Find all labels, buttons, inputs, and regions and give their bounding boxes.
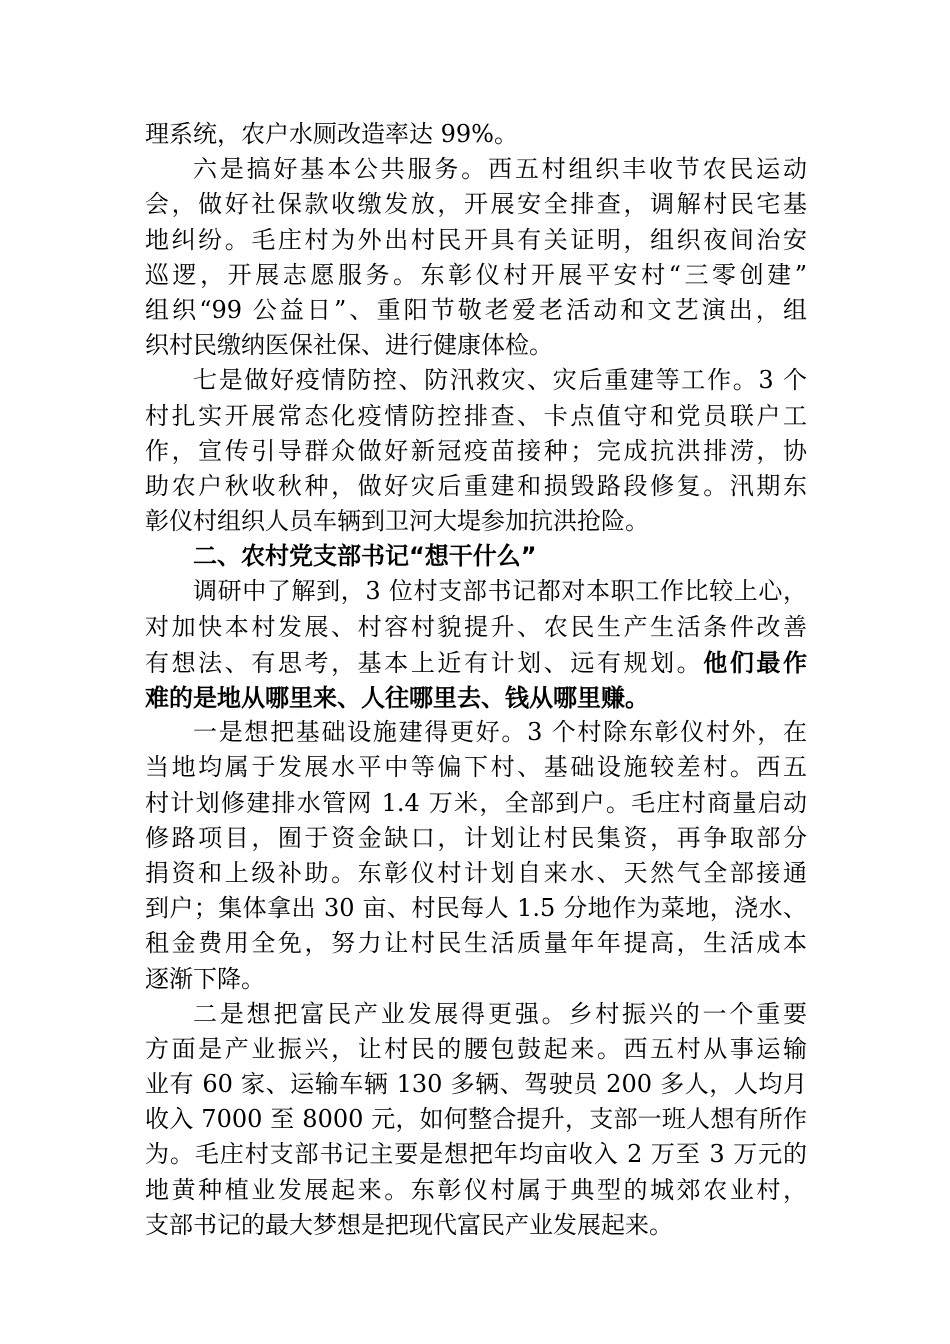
text-line: 助农户秋收秋种，做好灾后重建和损毁路段修复。汛期东	[145, 471, 807, 500]
text-line: 支部书记的最大梦想是把现代富民产业发展起来。	[145, 1210, 673, 1239]
text-line: 当地均属于发展水平中等偏下村、基础设施较差村。西五	[145, 753, 807, 782]
text-line: 业有 60 家、运输车辆 130 多辆、驾驶员 200 多人，人均月	[145, 1070, 807, 1099]
text-line: 修路项目，囿于资金缺口，计划让村民集资，再争取部分	[145, 823, 807, 852]
text-line: 村计划修建排水管网 1.4 万米，全部到户。毛庄村商量启动	[145, 788, 807, 817]
text-line: 彰仪村组织人员车辆到卫河大堤参加抗洪抢险。	[145, 507, 649, 536]
text-line: 二是想把富民产业发展得更强。乡村振兴的一个重要	[193, 999, 807, 1028]
text-line: 七是做好疫情防控、防汛救灾、灾后重建等工作。3 个	[193, 366, 807, 395]
text-line: 一是想把基础设施建得更好。3 个村除东彰仪村外，在	[193, 718, 807, 747]
text-line-mixed	[145, 645, 807, 680]
text-line: 理系统，农户水厕改造率达 99%。	[145, 120, 518, 148]
text-run: 有想法、有思考，基本上近有计划、远有规划。	[145, 648, 704, 677]
text-line: 租金费用全免，努力让村民生活质量年年提高，生活成本	[145, 929, 807, 958]
text-line: 作，宣传引导群众做好新冠疫苗接种；完成抗洪排涝，协	[145, 436, 807, 465]
bold-text-run: 他们最作	[703, 647, 807, 677]
bold-text-line: 难的是地从哪里来、人往哪里去、钱从哪里赚。	[145, 683, 649, 712]
text-line: 六是搞好基本公共服务。西五村组织丰收节农民运动	[193, 155, 807, 184]
text-line: 对加快本村发展、村容村貌提升、农民生产生活条件改善	[145, 612, 807, 641]
text-line: 地黄种植业发展起来。东彰仪村属于典型的城郊农业村，	[145, 1175, 807, 1204]
text-line: 会，做好社保款收缴发放，开展安全排查，调解村民宅基	[145, 190, 807, 219]
text-line: 为。毛庄村支部书记主要是想把年均亩收入 2 万至 3 万元的	[145, 1140, 807, 1169]
text-line: 村扎实开展常态化疫情防控排查、卡点值守和党员联户工	[145, 401, 807, 430]
text-line: 收入 7000 至 8000 元，如何整合提升，支部一班人想有所作	[145, 1105, 807, 1134]
text-line: 织村民缴纳医保社保、进行健康体检。	[145, 331, 553, 360]
section-heading: 二、农村党支部书记“想干什么”	[193, 542, 537, 571]
text-line: 调研中了解到，3 位村支部书记都对本职工作比较上心，	[193, 577, 807, 606]
text-line: 捐资和上级补助。东彰仪村计划自来水、天然气全部接通	[145, 858, 807, 887]
text-line: 地纠纷。毛庄村为外出村民开具有关证明，组织夜间治安	[145, 225, 807, 254]
text-line: 巡逻，开展志愿服务。东彰仪村开展平安村“三零创建”	[145, 260, 807, 289]
text-line: 到户；集体拿出 30 亩、村民每人 1.5 分地作为菜地，浇水、	[145, 894, 807, 923]
text-line: 逐渐下降。	[145, 964, 265, 993]
document-page	[145, 117, 807, 1243]
text-line: 方面是产业振兴，让村民的腰包鼓起来。西五村从事运输	[145, 1034, 807, 1063]
text-line: 组织“99 公益日”、重阳节敬老爱老活动和文艺演出，组	[145, 295, 807, 324]
